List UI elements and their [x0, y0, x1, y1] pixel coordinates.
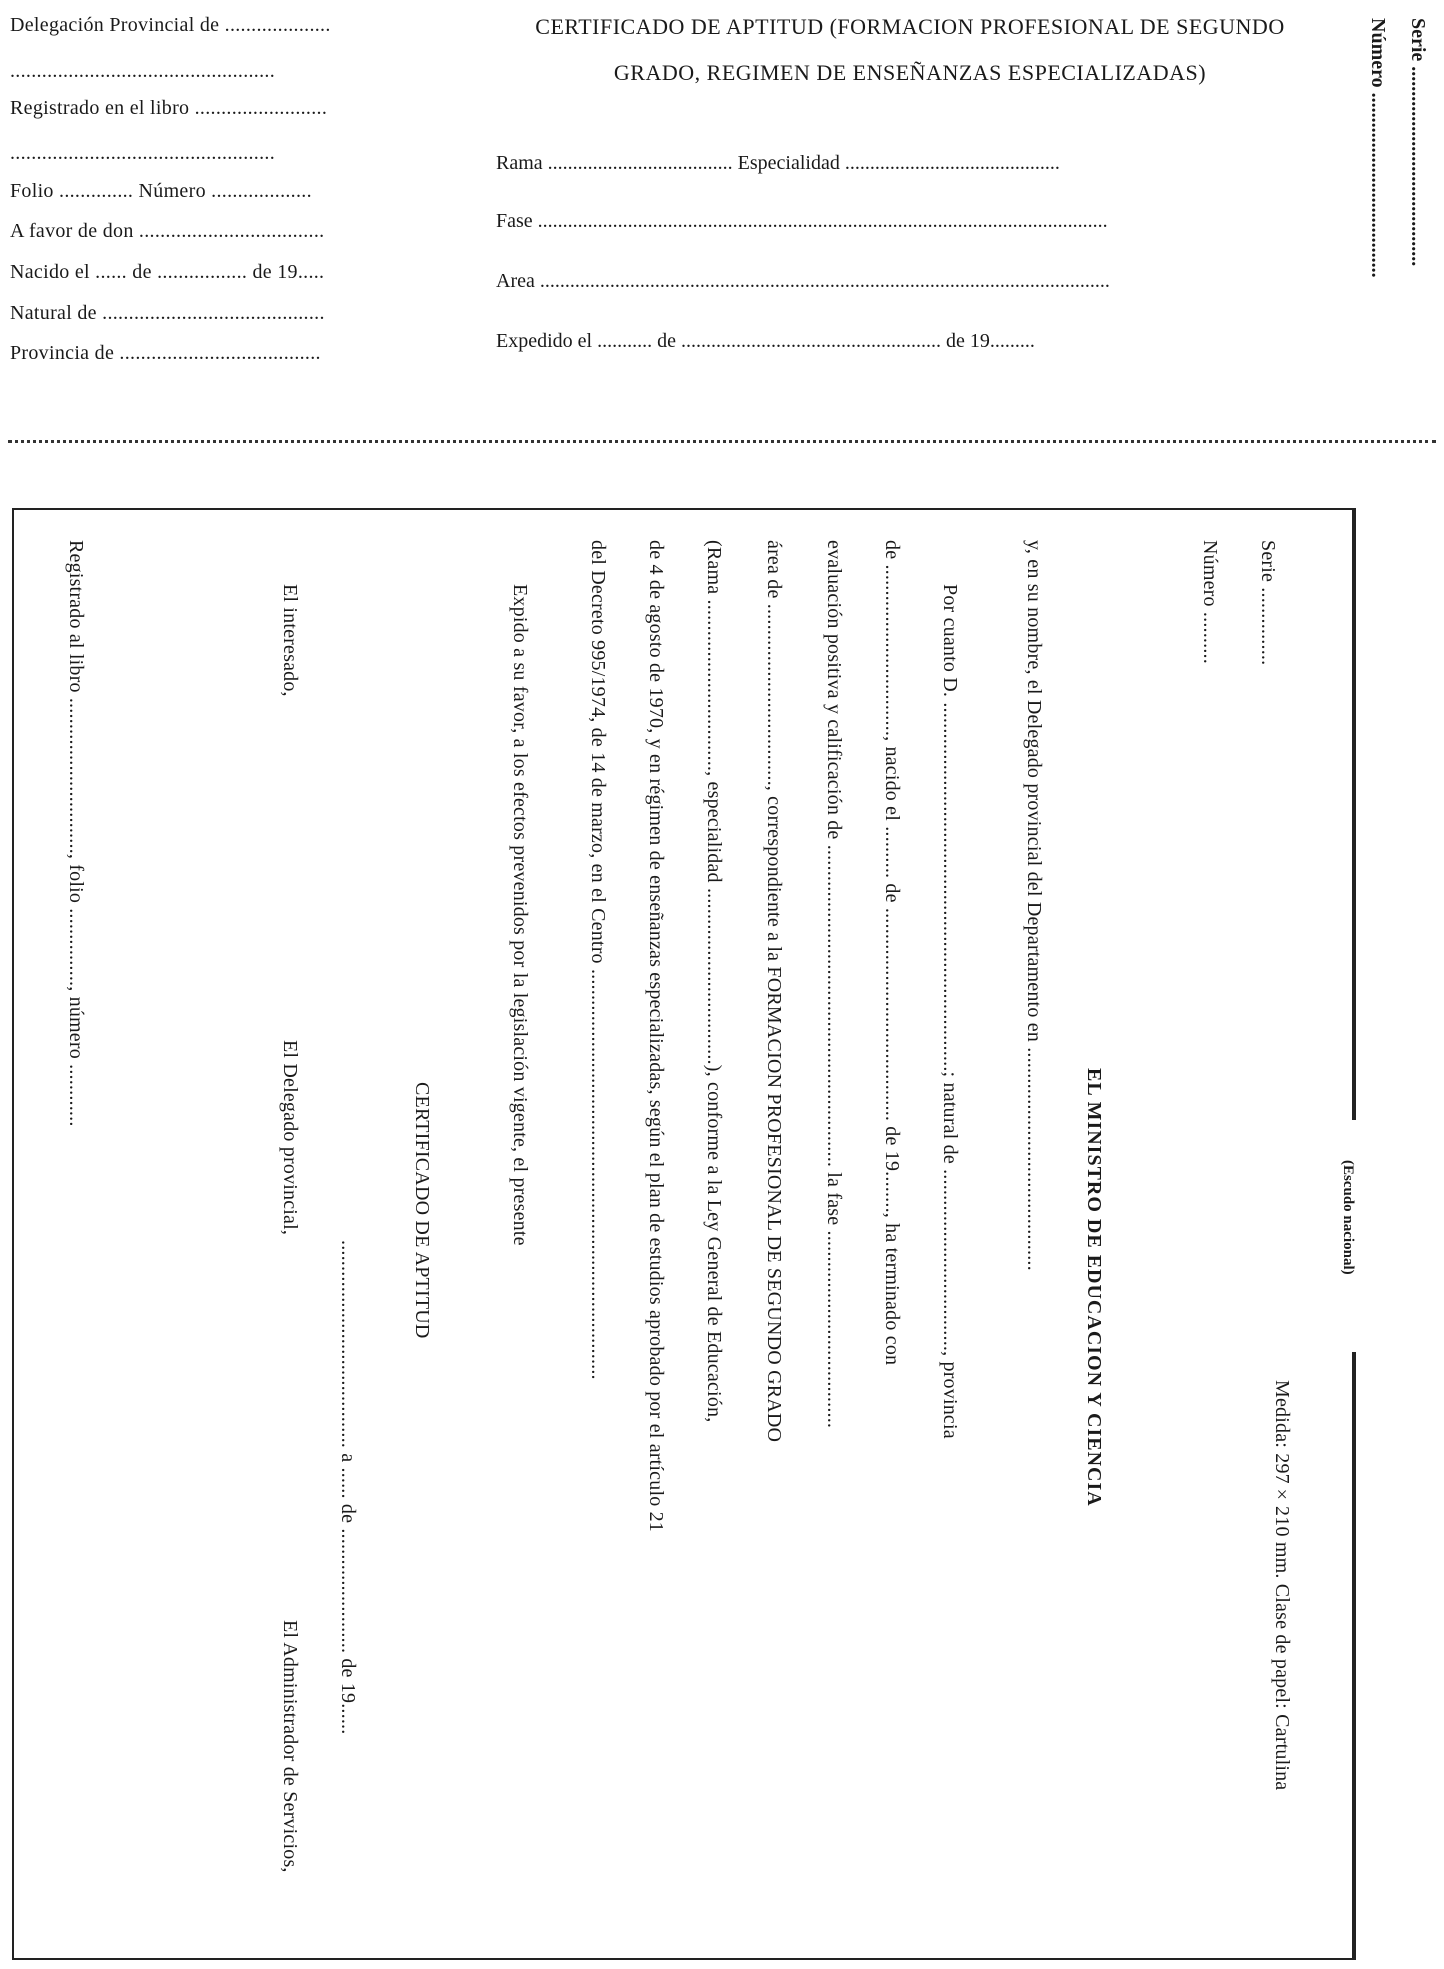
stub-area-field: Area .................................................................................................................. — [496, 270, 1110, 292]
cert-numero-field: Número .......... — [1199, 540, 1221, 664]
cert-body-line-3: de ................................., nacido el .......... de ......................................... de 19........, ha terminado con — [881, 540, 903, 1366]
cert-heading: EL MINISTRO DE EDUCACION Y CIENCIA — [1083, 1068, 1105, 1507]
paper-specification: Medida: 297×210 mm. Clase de papel: Cartulina — [1271, 1380, 1293, 1791]
cert-registro-line: Registrado al libro .............................., folio ..............., número ............ — [65, 540, 87, 1127]
stub-title-line-1: CERTIFICADO DE APTITUD (FORMACION PROFESIONAL DE SEGUNDO — [535, 14, 1285, 39]
signature-delegado: El Delegado provincial, — [279, 1040, 301, 1236]
stub-title-line-2: GRADO, REGIMEN DE ENSEÑANZAS ESPECIALIZADAS) — [613, 60, 1207, 85]
cert-body-line-8: del Decreto 995/1974, de 14 de marzo, en el Centro ............................................................................... — [587, 540, 609, 1380]
cert-body-line-2: Por cuanto D. .......................................................................; natural de ..................................., provincia — [939, 584, 961, 1439]
cert-title: CERTIFICADO DE APTITUD — [411, 1082, 433, 1339]
stub-folio-line: Folio .............. Número ................... — [10, 180, 312, 202]
stub-favor-line: A favor de don ................................... — [10, 220, 325, 242]
stub-registrado-line: Registrado en el libro ......................... — [10, 97, 328, 119]
cert-body-line-6: (Rama ................................., especialidad ..................................), conforme a la Ley General de Educación, — [703, 540, 725, 1423]
stub-serie-vertical: Serie ........................................ — [1407, 18, 1429, 267]
perforation-line — [8, 440, 1436, 443]
signature-administrador: El Administrador de Servicios, — [279, 1620, 301, 1873]
stub-numero-vertical: Número ..................................... — [1367, 18, 1389, 278]
certificate-right-border-lower — [1352, 1352, 1356, 1958]
cert-body-line-4: evaluación positiva y calificación de .............................................................. la fase ...................................... — [823, 540, 845, 1429]
stub-blank-line-1: .................................................. — [10, 60, 275, 82]
cert-body-line-5: área de ..................................., correspondiente a la FORMACION PROFESIONAL DE SEGUNDO GRADO — [763, 540, 785, 1443]
signature-interesado: El interesado, — [279, 584, 301, 697]
cert-date-line: ........................................ a ...... de ........................ de 19...... — [337, 1240, 359, 1735]
certificate-right-border-upper — [1352, 508, 1356, 1120]
stub-expedido-field: Expedido el ........... de .................................................... de 19......... — [496, 330, 1035, 352]
stub-blank-line-2: .................................................. — [10, 142, 275, 164]
certificate-frame — [12, 508, 1356, 1960]
cert-body-line-9: Expido a su favor, a los efectos prevenidos por la legislación vigente, el presente — [509, 584, 531, 1246]
cert-body-line-1: y, en su nombre, el Delegado provincial del Departamento en ........................................... — [1023, 540, 1045, 1271]
stub-provincia-line: Provincia de ...................................... — [10, 342, 321, 364]
cert-serie-field: Serie ............... — [1257, 540, 1279, 666]
cert-body-line-7: de 4 de agosto de 1970, y en régimen de enseñanzas especializadas, según el plan de estudios aprobado por el artículo 21 — [645, 540, 667, 1533]
stub-nacido-line: Nacido el ...... de ................. de 19..... — [10, 261, 325, 283]
stub-delegacion-line: Delegación Provincial de .................... — [10, 14, 331, 36]
stub-natural-line: Natural de .......................................... — [10, 302, 325, 324]
national-seal-placeholder: (Escudo nacional) — [1340, 1160, 1356, 1275]
stub-rama-field: Rama ..................................... Especialidad ........................................... — [496, 152, 1060, 174]
stub-fase-field: Fase .................................................................................................................. — [496, 210, 1108, 232]
